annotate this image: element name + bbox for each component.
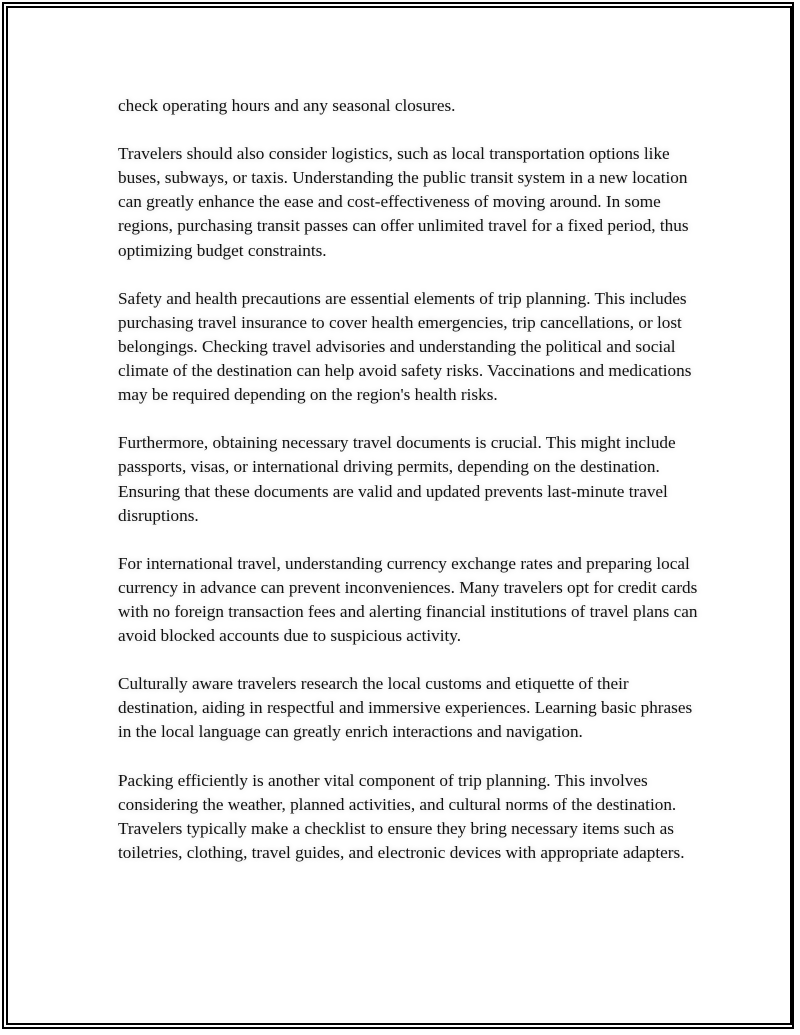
paragraph-safety-health: Safety and health precautions are essential elements of trip planning. This includes purchasing travel insurance to cover health emergencies, trip cancellations, or lost belongings. Checking travel advisories and understanding the political and social climate of the destination can help avoid safety risks. Vaccinations and medications may be required depending on the region's health risks.	[118, 288, 692, 405]
paragraph-logistics: Travelers should also consider logistics, such as local transportation options like buses, subways, or taxis. Understanding the public transit system in a new location can greatly enhance the ease and cost-effectiveness of moving around. In some regions, purchasing transit passes can offer unlimited travel for a fixed period, thus optimizing budget constraints.	[118, 144, 689, 260]
paragraph-seasonal-closures: check operating hours and any seasonal closures.	[118, 96, 456, 115]
paragraph-currency: For international travel, understanding currency exchange rates and preparing local currency in advance can prevent inconveniences. Many travelers opt for credit cards with no foreign transaction fees and alerting financial institutions of travel plans can avoid blocked accounts due to suspicious activity.	[118, 553, 698, 646]
paragraph-travel-documents: Furthermore, obtaining necessary travel documents is crucial. This might include passports, visas, or international driving permits, depending on the destination. Ensuring that these documents are valid and updated prevents last-minute travel disruptions.	[118, 433, 676, 525]
paragraph-customs: Culturally aware travelers research the local customs and etiquette of their destination, aiding in respectful and immersive experiences. Learning basic phrases in the local language can greatly enrich interactions and navigation.	[118, 674, 693, 742]
paragraph-packing: Packing efficiently is another vital component of trip planning. This involves considering the weather, planned activities, and cultural norms of the destination. Travelers typically make a checklist to ensure they bring necessary items such as toiletries, clothing, travel guides, and electronic devices with appropriate adapters.	[118, 770, 685, 862]
document-body	[118, 94, 698, 889]
